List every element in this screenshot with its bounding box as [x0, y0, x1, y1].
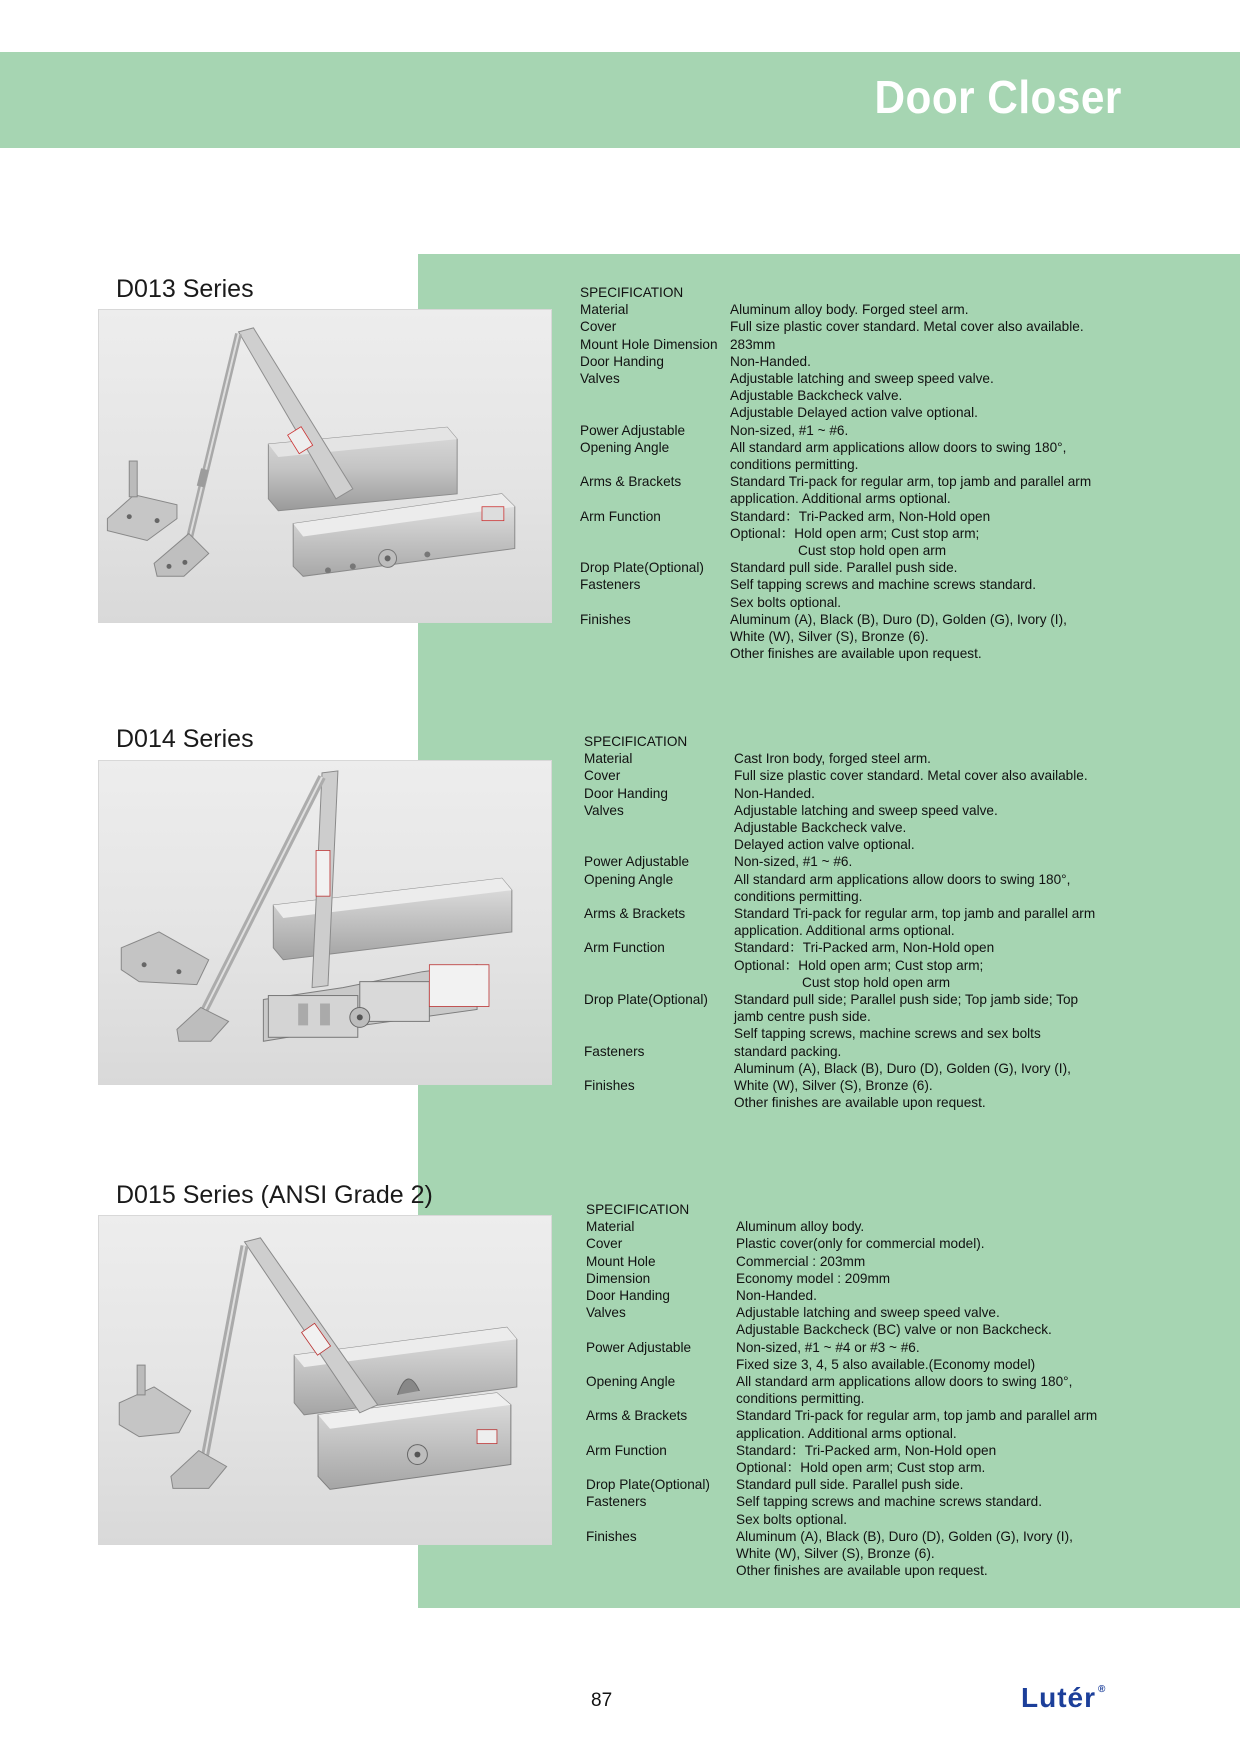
spec-value: conditions permitting. [730, 457, 859, 473]
spec-value: White (W), Silver (S), Bronze (6). [734, 1078, 933, 1094]
spec-row [584, 939, 1095, 956]
spec-label [584, 1060, 734, 1077]
spec-value: Non-Handed. [736, 1288, 817, 1304]
spec-row [580, 336, 1091, 353]
spec-value: application. Additional arms optional. [734, 923, 955, 939]
spec-value: 283mm [730, 336, 776, 352]
spec-row [580, 456, 1091, 473]
door-closer-d015-image [99, 1216, 551, 1544]
spec-row [586, 1270, 1097, 1287]
spec-label [584, 1025, 734, 1042]
spec-row [584, 1094, 1095, 1111]
spec-value: Other finishes are available upon request. [730, 646, 982, 662]
spec-label: Arm Function [580, 508, 661, 524]
spec-row [584, 991, 1095, 1008]
spec-value: Self tapping screws, machine screws and sex bolts [734, 1026, 1041, 1042]
spec-value: Full size plastic cover standard. Metal cover also available. [730, 319, 1084, 335]
spec-label: Cover [584, 768, 621, 784]
spec-label [580, 456, 730, 473]
spec-row [580, 594, 1091, 611]
registered-mark: ® [1098, 1684, 1107, 1695]
spec-label: Drop Plate(Optional) [580, 560, 704, 576]
spec-rows [580, 301, 1091, 662]
spec-value: Aluminum (A), Black (B), Duro (D), Golden (G), Ivory (I), [734, 1060, 1071, 1076]
spec-row [584, 888, 1095, 905]
spec-value: Self tapping screws and machine screws standard. [736, 1494, 1043, 1510]
spec-label: Finishes [584, 1078, 635, 1094]
spec-row [580, 490, 1091, 507]
spec-label [586, 1425, 736, 1442]
spec-value: Sex bolts optional. [736, 1511, 848, 1527]
spec-table-d013 [580, 284, 1091, 662]
spec-value: Non-sized, #1 ~ #4 or #3 ~ #6. [736, 1339, 920, 1355]
product-photo-d015 [98, 1215, 552, 1545]
spec-label [584, 1008, 734, 1025]
spec-row [580, 404, 1091, 421]
spec-label: Valves [580, 371, 620, 387]
spec-row [580, 508, 1091, 525]
spec-row [580, 525, 1091, 542]
spec-value: Self tapping screws and machine screws standard. [730, 577, 1037, 593]
spec-label [584, 974, 734, 991]
brand-name: Lutér [1021, 1682, 1096, 1713]
spec-value: Non-Handed. [734, 785, 815, 801]
spec-label: Finishes [586, 1528, 637, 1544]
door-closer-d014-image [99, 761, 551, 1084]
spec-label [580, 525, 730, 542]
spec-row [586, 1476, 1097, 1493]
spec-label [584, 922, 734, 939]
spec-value: Standard Tri-pack for regular arm, top jamb and parallel arm [730, 474, 1092, 490]
spec-label [586, 1511, 736, 1528]
spec-label: Power Adjustable [586, 1339, 692, 1355]
spec-row [586, 1562, 1097, 1579]
spec-value: Adjustable Backcheck (BC) valve or non Backcheck. [736, 1322, 1052, 1338]
spec-row [584, 819, 1095, 836]
spec-row [580, 439, 1091, 456]
spec-row [584, 767, 1095, 784]
spec-label: Fasteners [580, 577, 641, 593]
spec-label [580, 542, 730, 559]
spec-label [586, 1562, 736, 1579]
spec-label: Arms & Brackets [584, 906, 686, 922]
spec-label [580, 594, 730, 611]
spec-value: conditions permitting. [736, 1391, 865, 1407]
spec-label: Cover [586, 1236, 623, 1252]
spec-row [586, 1493, 1097, 1510]
spec-table-d014 [584, 733, 1095, 1111]
spec-label: Dimension [586, 1270, 651, 1286]
spec-row [584, 1025, 1095, 1042]
spec-label: Finishes [580, 611, 631, 627]
spec-row [584, 802, 1095, 819]
spec-row [586, 1528, 1097, 1545]
spec-row [584, 905, 1095, 922]
spec-label [580, 490, 730, 507]
spec-label: Arm Function [584, 940, 665, 956]
spec-label: Cover [580, 319, 617, 335]
spec-value: Adjustable Backcheck valve. [730, 388, 903, 404]
spec-value: Standard：Tri-Packed arm, Non-Hold open [734, 940, 995, 956]
spec-heading: SPECIFICATION [586, 1202, 690, 1217]
spec-value: Non-sized, #1 ~ #6. [734, 854, 853, 870]
spec-row [584, 1077, 1095, 1094]
spec-label [580, 628, 730, 645]
spec-label: Power Adjustable [580, 422, 686, 438]
spec-row [580, 559, 1091, 576]
spec-value: Optional：Hold open arm; Cust stop arm; [734, 957, 984, 973]
spec-row [586, 1321, 1097, 1338]
spec-value: Aluminum (A), Black (B), Duro (D), Golden (G), Ivory (I), [730, 611, 1067, 627]
spec-label: Drop Plate(Optional) [584, 992, 708, 1008]
spec-label [584, 836, 734, 853]
spec-value: Non-Handed. [730, 353, 811, 369]
spec-value: Plastic cover(only for commercial model). [736, 1236, 985, 1252]
spec-row [584, 1008, 1095, 1025]
spec-row [580, 301, 1091, 318]
spec-row [580, 473, 1091, 490]
spec-value: Adjustable Backcheck valve. [734, 820, 907, 836]
spec-label: Material [580, 302, 629, 318]
spec-value: application. Additional arms optional. [730, 491, 951, 507]
spec-label: Arms & Brackets [586, 1408, 688, 1424]
spec-row [586, 1287, 1097, 1304]
spec-value: Fixed size 3, 4, 5 also available.(Economy model) [736, 1356, 1036, 1372]
brand-logo [1021, 1682, 1106, 1716]
spec-label [584, 888, 734, 905]
spec-table-d015 [586, 1201, 1097, 1579]
page-title: Door Closer [874, 71, 1122, 123]
spec-value: Other finishes are available upon request. [734, 1095, 986, 1111]
spec-label: Power Adjustable [584, 854, 690, 870]
spec-value: standard packing. [734, 1043, 842, 1059]
spec-rows [584, 750, 1095, 1111]
spec-label [584, 957, 734, 974]
spec-row [580, 628, 1091, 645]
spec-label: Fasteners [584, 1043, 645, 1059]
spec-value: Economy model : 209mm [736, 1270, 891, 1286]
spec-value: All standard arm applications allow doors to swing 180°, [736, 1374, 1073, 1390]
spec-label: Valves [586, 1305, 626, 1321]
spec-value: Commercial : 203mm [736, 1253, 866, 1269]
spec-row [584, 1060, 1095, 1077]
spec-value: Standard pull side; Parallel push side; Top jamb side; Top [734, 992, 1079, 1008]
spec-label [580, 645, 730, 662]
spec-value: Cust stop hold open arm [798, 543, 947, 559]
spec-value: Optional：Hold open arm; Cust stop arm. [736, 1460, 986, 1476]
spec-value: White (W), Silver (S), Bronze (6). [730, 629, 929, 645]
spec-label [580, 387, 730, 404]
spec-value: Non-sized, #1 ~ #6. [730, 422, 849, 438]
spec-value: Optional：Hold open arm; Cust stop arm; [730, 525, 980, 541]
spec-row [580, 318, 1091, 335]
door-closer-d013-image [99, 310, 551, 622]
spec-label [586, 1545, 736, 1562]
spec-label: Arm Function [586, 1442, 667, 1458]
spec-value: Standard pull side. Parallel push side. [730, 560, 958, 576]
spec-row [586, 1425, 1097, 1442]
spec-label [586, 1390, 736, 1407]
spec-value: All standard arm applications allow doors to swing 180°, [734, 871, 1071, 887]
spec-label [584, 1094, 734, 1111]
spec-label: Opening Angle [584, 871, 674, 887]
spec-row [586, 1253, 1097, 1270]
spec-value: application. Additional arms optional. [736, 1425, 957, 1441]
spec-label: Door Handing [584, 785, 668, 801]
spec-row [584, 871, 1095, 888]
spec-row [580, 542, 1091, 559]
spec-label [586, 1356, 736, 1373]
spec-row [584, 922, 1095, 939]
spec-value: Aluminum alloy body. [736, 1219, 865, 1235]
spec-row [580, 387, 1091, 404]
spec-value: Standard pull side. Parallel push side. [736, 1477, 964, 1493]
spec-value: Adjustable latching and sweep speed valve. [736, 1305, 1000, 1321]
spec-value: Cust stop hold open arm [802, 974, 951, 990]
spec-value: Sex bolts optional. [730, 594, 842, 610]
spec-row [580, 370, 1091, 387]
spec-value: Other finishes are available upon request. [736, 1563, 988, 1579]
spec-label: Door Handing [586, 1288, 670, 1304]
spec-label: Opening Angle [580, 439, 670, 455]
spec-label: Door Handing [580, 353, 664, 369]
spec-label: Arms & Brackets [580, 474, 682, 490]
spec-value: conditions permitting. [734, 888, 863, 904]
spec-value: Full size plastic cover standard. Metal cover also available. [734, 768, 1088, 784]
spec-value: Aluminum alloy body. Forged steel arm. [730, 302, 969, 318]
spec-row [586, 1511, 1097, 1528]
spec-value: Standard：Tri-Packed arm, Non-Hold open [736, 1442, 997, 1458]
spec-row [580, 611, 1091, 628]
spec-value: Delayed action valve optional. [734, 837, 915, 853]
spec-value: White (W), Silver (S), Bronze (6). [736, 1546, 935, 1562]
spec-label [580, 404, 730, 421]
spec-row [584, 957, 1095, 974]
spec-label: Mount Hole Dimension [580, 336, 718, 352]
spec-row [580, 576, 1091, 593]
spec-row [580, 422, 1091, 439]
spec-label: Valves [584, 802, 624, 818]
spec-rows [586, 1218, 1097, 1579]
spec-row [584, 974, 1095, 991]
spec-value: Cast Iron body, forged steel arm. [734, 751, 931, 767]
spec-value: Standard Tri-pack for regular arm, top jamb and parallel arm [734, 906, 1096, 922]
spec-label: Material [586, 1219, 635, 1235]
spec-value: Aluminum (A), Black (B), Duro (D), Golden (G), Ivory (I), [736, 1528, 1073, 1544]
spec-value: Standard：Tri-Packed arm, Non-Hold open [730, 508, 991, 524]
spec-row [584, 853, 1095, 870]
product-photo-d014 [98, 760, 552, 1085]
spec-row [580, 645, 1091, 662]
spec-label: Mount Hole [586, 1253, 656, 1269]
spec-value: All standard arm applications allow doors to swing 180°, [730, 439, 1067, 455]
spec-row [586, 1356, 1097, 1373]
spec-row [586, 1390, 1097, 1407]
spec-heading: SPECIFICATION [580, 285, 684, 300]
spec-label [586, 1321, 736, 1338]
page-number: 87 [591, 1690, 613, 1711]
spec-label: Opening Angle [586, 1374, 676, 1390]
spec-row [584, 836, 1095, 853]
spec-row [586, 1459, 1097, 1476]
spec-row [586, 1407, 1097, 1424]
spec-row [586, 1218, 1097, 1235]
spec-value: Adjustable latching and sweep speed valve. [730, 371, 994, 387]
series-title-d014: D014 Series [116, 725, 254, 753]
spec-value: Adjustable latching and sweep speed valve. [734, 802, 998, 818]
spec-row [586, 1545, 1097, 1562]
spec-row [586, 1442, 1097, 1459]
spec-row [586, 1304, 1097, 1321]
spec-value: Adjustable Delayed action valve optional. [730, 405, 978, 421]
spec-row [584, 1043, 1095, 1060]
spec-label: Material [584, 751, 633, 767]
spec-heading: SPECIFICATION [584, 734, 688, 749]
spec-row [580, 353, 1091, 370]
header-band [0, 52, 1240, 148]
spec-row [584, 750, 1095, 767]
spec-row [586, 1235, 1097, 1252]
spec-row [586, 1373, 1097, 1390]
product-photo-d013 [98, 309, 552, 623]
spec-label: Fasteners [586, 1494, 647, 1510]
spec-value: Standard Tri-pack for regular arm, top jamb and parallel arm [736, 1408, 1098, 1424]
series-title-d015: D015 Series (ANSI Grade 2) [116, 1181, 433, 1209]
series-title-d013: D013 Series [116, 275, 254, 303]
spec-label: Drop Plate(Optional) [586, 1477, 710, 1493]
spec-value: jamb centre push side. [734, 1009, 871, 1025]
spec-row [584, 785, 1095, 802]
spec-row [586, 1339, 1097, 1356]
spec-label [586, 1459, 736, 1476]
spec-label [584, 819, 734, 836]
